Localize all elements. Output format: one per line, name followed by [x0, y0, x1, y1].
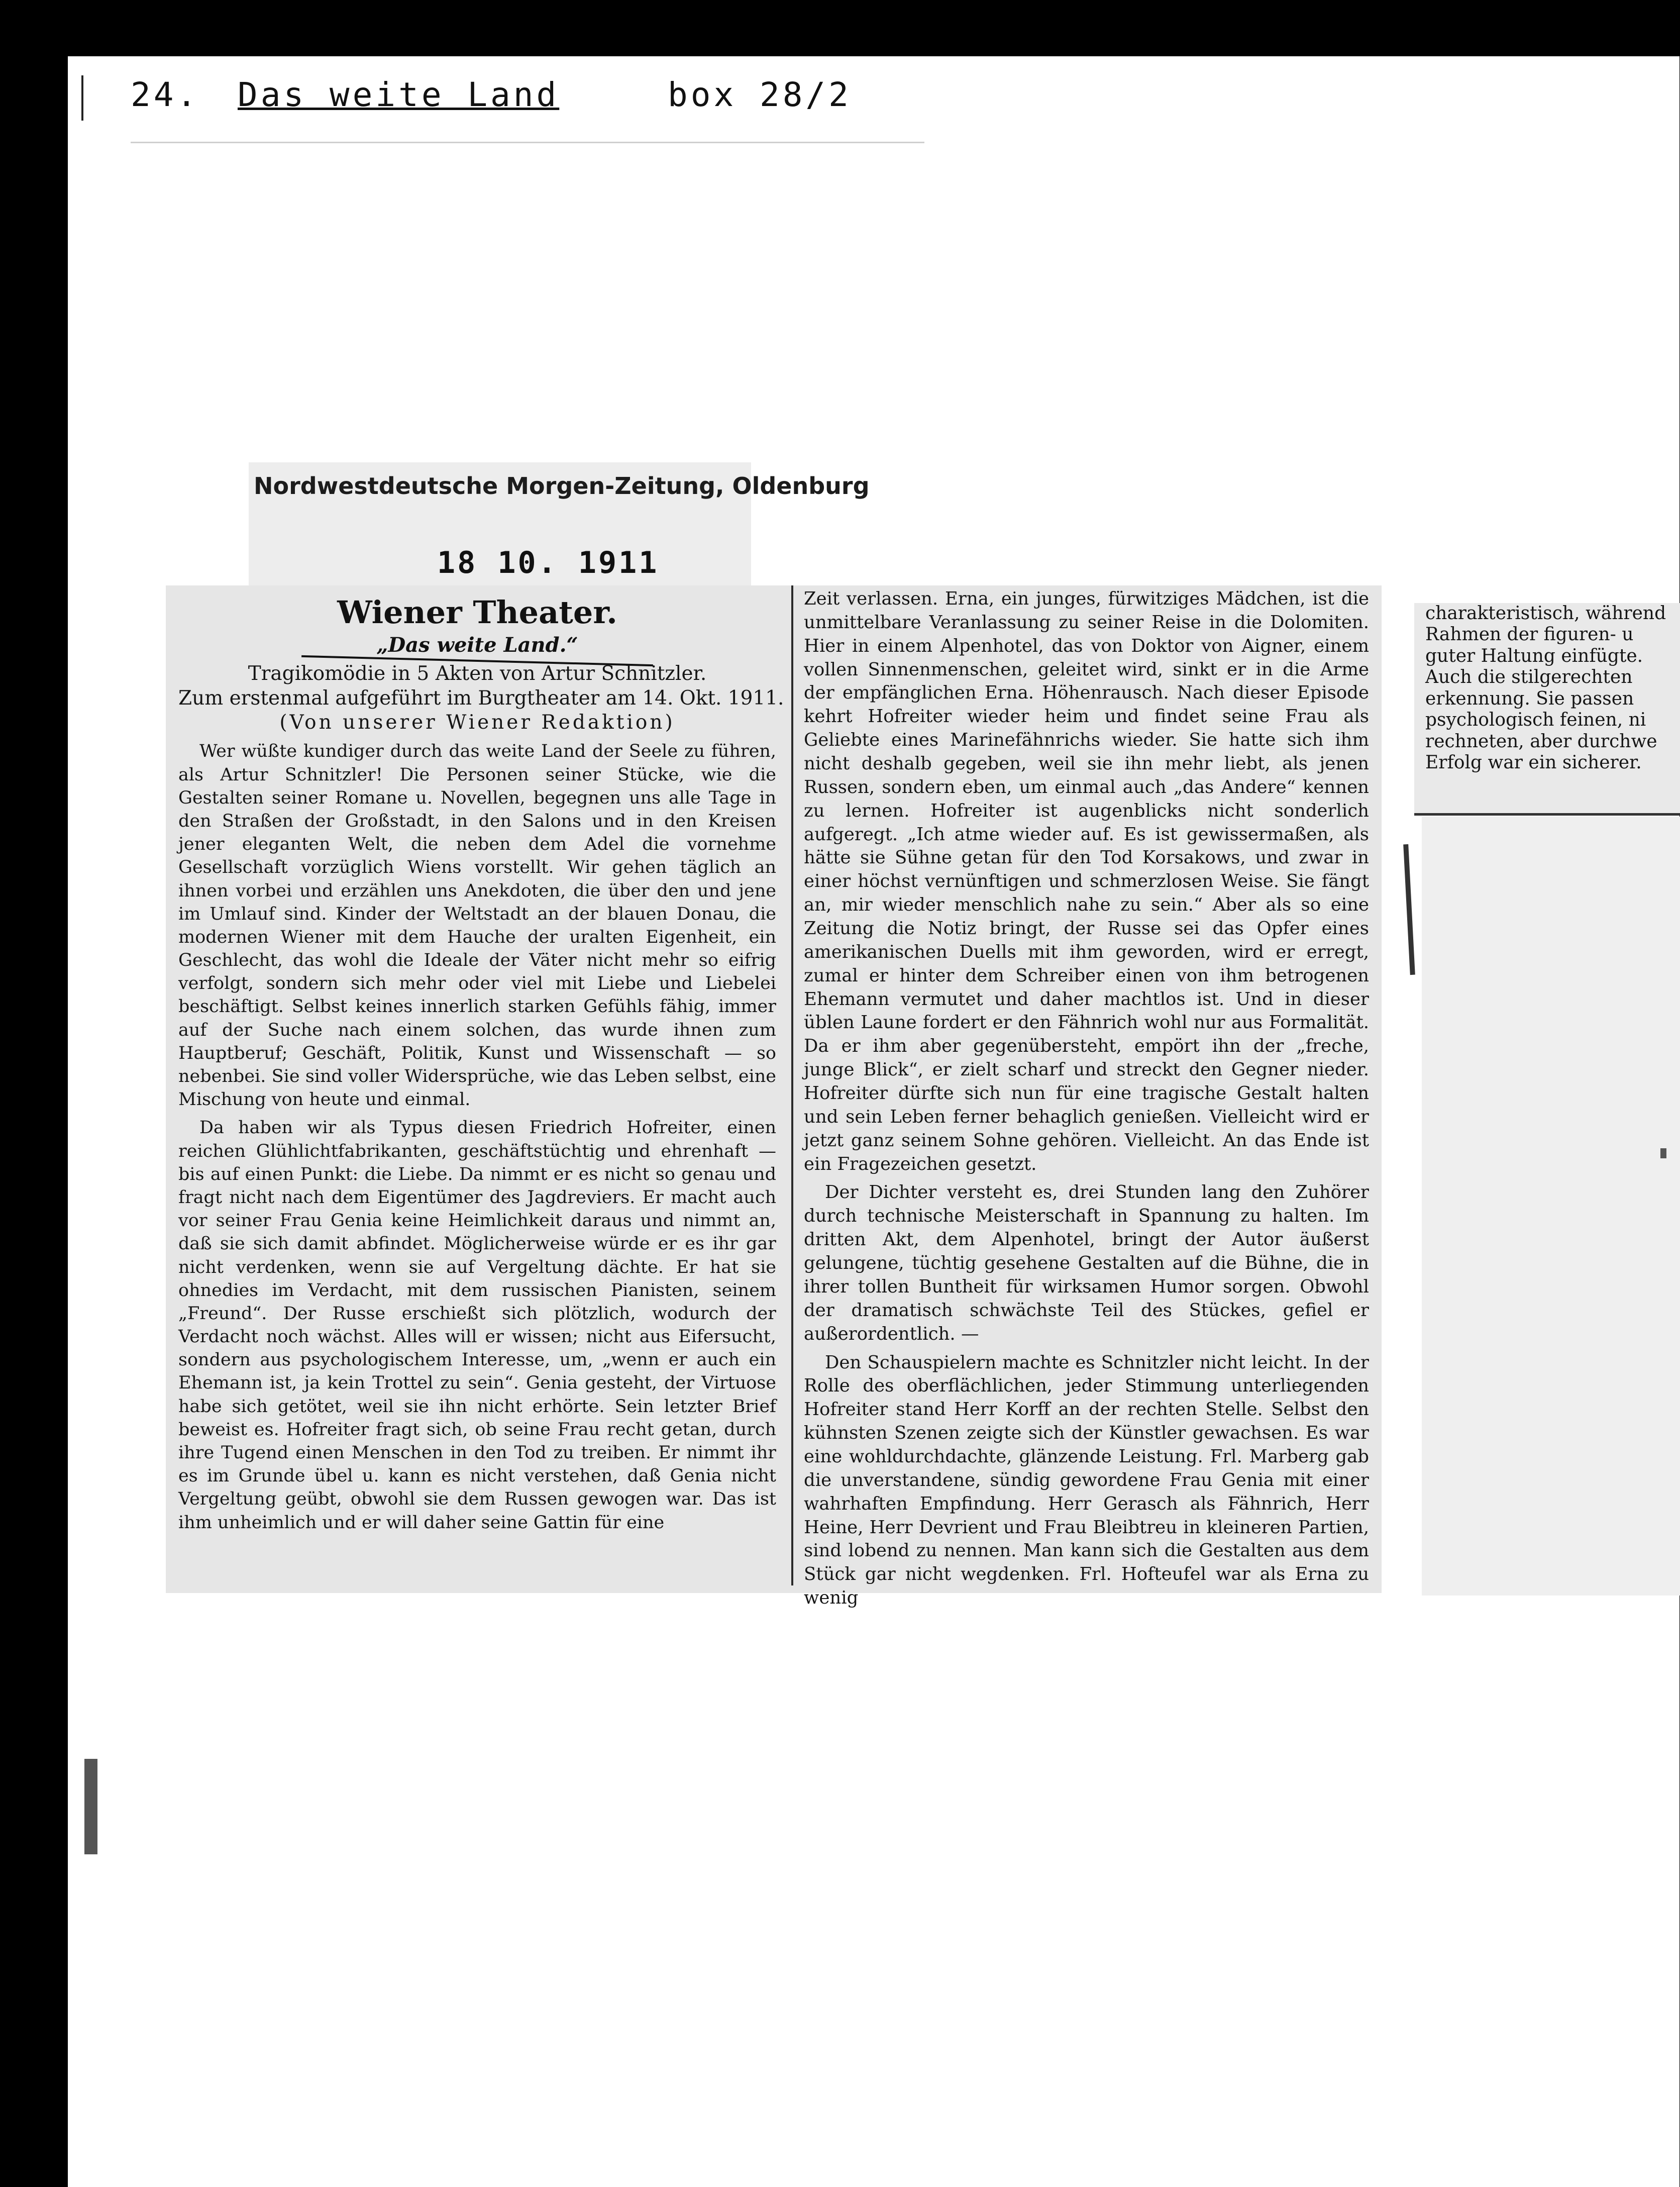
column-divider [791, 585, 793, 1585]
adjacent-line: psychologisch feinen, ni [1425, 710, 1646, 731]
adjacent-line: guter Haltung einfügte. [1425, 645, 1643, 666]
adjacent-line: Erfolg war ein sicherer. [1425, 752, 1642, 773]
newspaper-name: Nordwestdeutsche Morgen-Zeitung, Oldenburg [254, 472, 870, 500]
article-premiere-line: Zum erstenmal aufgeführt im Burgtheater am 14. Okt. 1911. [178, 686, 784, 710]
article-paragraph: Zeit verlassen. Erna, ein junges, fürwitziges Mädchen, ist die unmittelbare Veranlassung zu seiner Reise in die Dolomiten. Hier in einem Alpenhotel, das von Doktor von Aigner, einem vollen Sinnenmenschen, geleitet wird, sinkt er in die Arme der empfänglichen Erna. Höhenrausch. Nach dieser Episode kehrt Hofreiter wieder heim und findet seine Frau als Geliebte eines Marinefähnrichs wieder. Sie hatte sich ihm nicht deshalb gegeben, weil sie ihn mehr liebt, als jenen Russen, sondern eben, um einmal auch „das Andere“ kennen zu lernen. Hofreiter ist augenblicks nicht sonderlich aufgeregt. „Ich atme wieder auf. Es ist gewissermaßen, als hätte sie Sühne getan für den Tod Korsakows, und zwar in einer höchst vernünftigen und schmerzlosen Weise. Sie fängt an, mir wieder menschlich nahe zu sein.“ Aber als so eine Zeitung die Notiz bringt, der Russe sei das Opfer eines amerikanischen Duells mit ihm geworden, wird er erregt, zumal er hinter dem Schreiber einen von ihm betrogenen Ehemann vermutet und daher machtlos ist. Und in dieser üblen Laune fordert er den Fähnrich wohl nur aus Formalität. Da er ihm aber gegenübersteht, empört ihn der „freche, junge Blick“, er zielt scharf und streckt den Gegner nieder. Hofreiter dürfte sich nun für eine tragische Gestalt halten und sein Leben ferner behaglich genießen. Vielleicht wird er jetzt ganz seinem Sohne gehören. Vielleicht. An das Ende ist ein Fragezeichen gesetzt. [804, 588, 1369, 1174]
header-title: Das weite Land [237, 75, 560, 114]
article-paragraph: Da haben wir als Typus diesen Friedrich Hofreiter, einen reichen Glühlichtfabrikanten, geschäftstüchtig und ehrenhaft — bis auf einen Punkt: die Liebe. Da nimmt er es nicht so genau und fragt nicht nach dem Eigentümer des Jagdreviers. Er macht auch vor seiner Frau Genia keine Heimlichkeit daraus und nimmt an, daß sie sich damit abfindet. Möglicherweise würde er es ihr gar nicht verdenken, wenn sie auf Vergeltung dächte. Er hat sie ohnedies im Verdacht, mit dem russischen Pianisten, seinem „Freund“. Der Russe erschießt sich plötzlich, wodurch der Verdacht noch wächst. Alles will er wissen; nicht aus Eifersucht, sondern aus psychologischem Interesse, um, „wenn er auch ein Ehemann ist, ja kein Trottel zu sein“. Genia gesteht, der Virtuose habe sich getötet, weil sie ihn nicht erhörte. Sein letzter Brief beweist es. Hofreiter fragt sich, ob seine Frau recht getan, durch ihre Tugend einen Menschen in den Tod zu treiben. Er nimmt ihr es im Grunde übel u. kann es nicht verstehen, daß Genia nicht Vergeltung geübt, obwohl sie dem Russen gewogen war. Das ist ihm unheimlich und er will daher seine Gattin für eine [178, 1118, 776, 1533]
article-genre-line: Tragikomödie in 5 Akten von Artur Schnitzler. [248, 662, 707, 685]
faded-paper-region [1422, 817, 1680, 1596]
date-stamp: 18 10. 1911 [437, 545, 659, 580]
article-paragraph: Wer wüßte kundiger durch das weite Land der Seele zu führen, als Artur Schnitzler! Die Personen seiner Stücke, wie die Gestalten seiner Romane u. Novellen, begegnen uns alle Tage in den Straßen der Großstadt, in den Salons und in den Kreisen jener eleganten Welt, die neben dem Adel die vornehme Gesellschaft vorzüglich Wiens vorstellt. Wir gehen täglich an ihnen vorbei und erzählen uns Anekdoten, die über den und jene im Umlauf sind. Kinder der Weltstadt an der blauen Donau, die modernen Wiener mit dem Hauche der uralten Eigenheit, ein Geschlecht, das wohl die Ideale der Väter nicht mehr so eifrig verfolgt, sondern sich mehr oder viel mit Liebe und Liebelei beschäftigt. Selbst keines innerlich starken Gefühls fähig, immer auf der Suche nach einem solchen, das wurde ihnen zum Hauptberuf; Geschäft, Politik, Kunst und Wissenschaft — so nebenbei. Sie sind voller Widersprüche, wie das Leben selbst, eine Mischung von heute und einmal. [178, 741, 776, 1110]
header-box-label: box 28/2 [668, 75, 852, 114]
adjacent-line: Rahmen der figuren- u [1425, 624, 1634, 645]
header-rule [131, 142, 924, 143]
article-column-1 [178, 585, 784, 1570]
adjacent-line: erkennung. Sie passen [1425, 688, 1634, 709]
ink-speck [1660, 1148, 1666, 1158]
adjacent-line: charakteristisch, während [1425, 603, 1666, 624]
article-column-2 [804, 585, 1369, 1609]
adjacent-clipping [1414, 603, 1680, 814]
adjacent-line: rechneten, aber durchwe [1425, 731, 1657, 752]
article-paragraph: Den Schauspielern machte es Schnitzler nicht leicht. In der Rolle des oberflächlichen, jeder Stimmung unterliegenden Hofreiter stand Herr Korff an der rechten Stelle. Selbst den kühnsten Szenen zeigte sich der Künstler gewachsen. Es war eine wohldurchdachte, glänzende Leistung. Frl. Marberg gab die unverstandene, sündig gewordene Frau Genia mit einer wahrhaften Empfindung. Herr Gerasch als Fähnrich, Herr Heine, Herr Devrient und Frau Bleibtreu in kleineren Partien, sind lobend zu nennen. Man kann sich die Gestalten aus dem Stück gar nicht wegdenken. Frl. Hofteufel war als Erna zu wenig [804, 1352, 1369, 1609]
adjacent-line: Auch die stilgerechten [1425, 667, 1633, 688]
scan-smudge [84, 1759, 97, 1854]
newspaper-clipping [166, 585, 1382, 1609]
corner-bracket [81, 75, 83, 121]
article-paragraph: Der Dichter versteht es, drei Stunden lang den Zuhörer durch technische Meisterschaft in Spannung zu halten. Im dritten Akt, dem Alpenhotel, bringt der Autor äußerst gelungene, tüchtig gesehene Gestalten auf die Bühne, die in ihrer tollen Buntheit für wirksamen Humor sorgen. Obwohl der dramatisch schwächste Teil des Stückes, gefiel er außerordentlich. — [804, 1182, 1369, 1344]
adjacent-rule [1414, 813, 1680, 816]
article-subtitle: „Das weite Land.“ [376, 633, 578, 657]
article-byline: (Von unserer Wiener Redaktion) [279, 711, 675, 734]
article-headline: Wiener Theater. [337, 594, 617, 631]
header-number: 24. [131, 75, 200, 114]
archive-header [131, 75, 852, 114]
